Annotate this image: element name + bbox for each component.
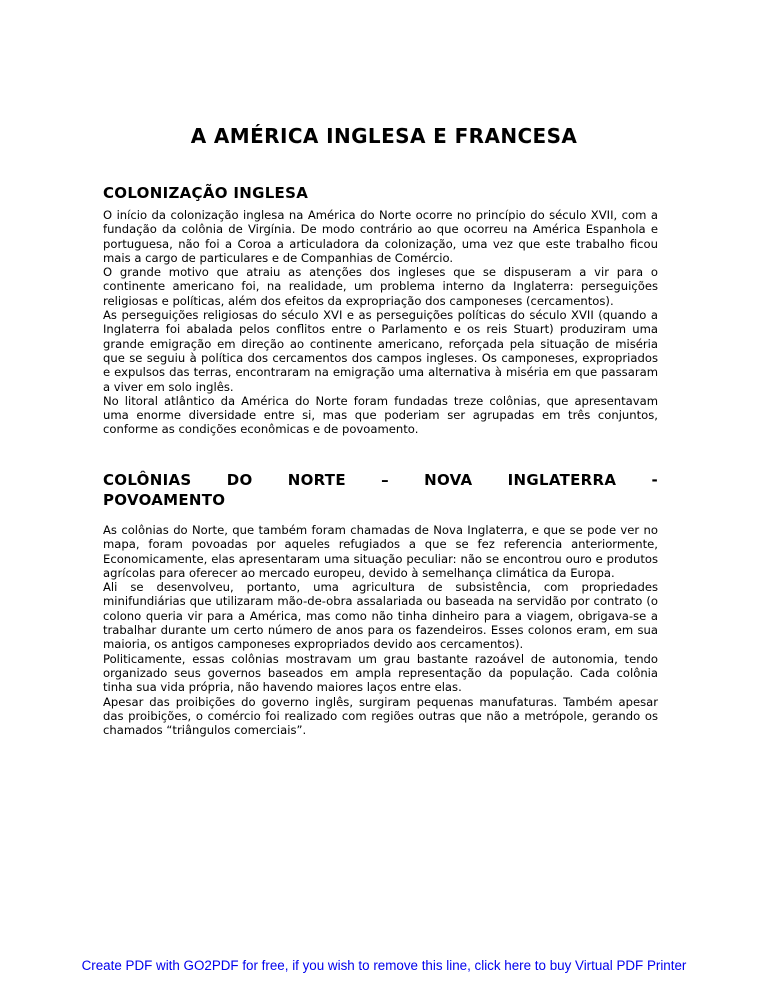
section-body-colonizacao-inglesa [103,208,658,437]
go2pdf-footer-link[interactable]: Create PDF with GO2PDF for free, if you wish to remove this line, click here to buy Virtual PDF Printer [81,958,687,973]
paragraph: As colônias do Norte, que também foram chamadas de Nova Inglaterra, e que se pode ver no mapa, foram povoadas por aqueles refugiados a que se fez referencia anteriormente, Economicamente, elas apresentaram uma situação peculiar: não se encontrou ouro e produtos agrícolas para oferecer ao mercado europeu, devido à semelhança climática da Europa. [103,523,658,580]
paragraph: O início da colonização inglesa na América do Norte ocorre no princípio do século XVII, com a fundação da colônia de Virgínia. De modo contrário ao que ocorreu na América Espanhola e portuguesa, não foi a Coroa a articuladora da colonização, uma vez que este trabalho ficou mais a cargo de particulares e de Companhias de Comércio. [103,208,658,265]
paragraph: Apesar das proibições do governo inglês, surgiram pequenas manufaturas. Também apesar das proibições, o comércio foi realizado com regiões outras que não a metrópole, gerando os chamados “triângulos comerciais”. [103,694,658,738]
paragraph: Politicamente, essas colônias mostravam um grau bastante razoável de autonomia, tendo organizado seus governos baseados em ampla representação da população. Cada colônia tinha sua vida própria, não havendo maiores laços entre elas. [103,651,658,695]
page-title: A AMÉRICA INGLESA E FRANCESA [190,124,578,148]
section-heading-line1: COLÔNIAS DO NORTE – NOVA INGLATERRA - [103,471,658,489]
paragraph: Ali se desenvolveu, portanto, uma agricultura de subsistência, com propriedades minifundiárias que utilizaram mão-de-obra assalariada ou baseada na servidão por contrato (o colono queria vir para a América, mas como não tinha dinheiro para a viagem, obrigava-se a trabalhar durante um certo número de anos para os fazendeiros. Esses colonos eram, em sua maioria, os antigos camponeses expropriados devido aos cercamentos). [103,580,658,652]
section-heading-colonizacao-inglesa: COLONIZAÇÃO INGLESA [103,184,309,202]
paragraph: As perseguições religiosas do século XVI e as perseguições políticas do século XVII (quando a Inglaterra foi abalada pelos conflitos entre o Parlamento e os reis Stuart) produziram uma grande emigração em direção ao continente americano, reforçada pela situação de miséria que se seguiu à política dos cercamentos dos campos ingleses. Os camponeses, expropriados e expulsos das terras, encontraram na emigração uma alternativa à miséria em que passaram a viver em solo inglês. [103,308,658,394]
section-heading-line2: POVOAMENTO [103,491,226,509]
paragraph: O grande motivo que atraiu as atenções dos ingleses que se dispuseram a vir para o continente americano foi, na realidade, um problema interno da Inglaterra: perseguições religiosas e políticas, além dos efeitos da expropriação dos camponeses (cercamentos). [103,265,658,308]
section-body-colonias-do-norte [103,523,658,737]
section-heading-colonias-do-norte [103,470,658,510]
paragraph: No litoral atlântico da América do Norte foram fundadas treze colônias, que apresentavam uma enorme diversidade entre si, mas que poderiam ser agrupadas em três conjuntos, conforme as condições econômicas e de povoamento. [103,393,658,437]
